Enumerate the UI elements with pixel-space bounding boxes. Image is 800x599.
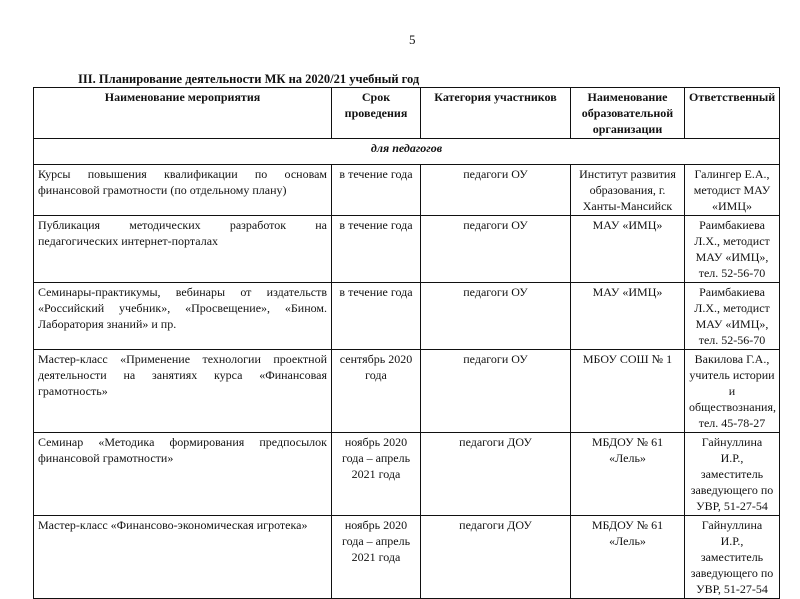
section-row [34,139,780,165]
event-org: МБДОУ № 61 «Лель» [571,433,685,516]
event-responsible: Гайнуллина И.Р., заместитель заведующего по УВР, 51-27-54 [685,516,780,599]
event-category: педагоги ДОУ [421,433,571,516]
event-name: Мастер-класс «Финансово-экономическая игротека» [34,516,332,599]
event-org: МАУ «ИМЦ» [571,283,685,350]
event-name: Публикация методических разработок на педагогических интернет-порталах [34,216,332,283]
header-name: Наименование мероприятия [34,88,332,139]
event-name: Семинар «Методика формирования предпосылок финансовой грамотности» [34,433,332,516]
event-category: педагоги ОУ [421,216,571,283]
event-term: в течение года [332,216,421,283]
plan-table [33,87,780,599]
section-title: III. Планирование деятельности МК на 2020/21 учебный год [78,72,420,86]
event-category: педагоги ОУ [421,350,571,433]
table-header-row [34,88,780,139]
table-row [34,216,780,283]
event-category: педагоги ОУ [421,165,571,216]
event-category: педагоги ДОУ [421,516,571,599]
table-row [34,283,780,350]
event-term: ноябрь 2020 года – апрель 2021 года [332,516,421,599]
event-responsible: Галингер Е.А., методист МАУ «ИМЦ» [685,165,780,216]
header-term: Срок проведения [332,88,421,139]
event-org: МБДОУ № 61 «Лель» [571,516,685,599]
event-responsible: Раимбакиева Л.Х., методист МАУ «ИМЦ», тел. 52-56-70 [685,283,780,350]
event-responsible: Раимбакиева Л.Х., методист МАУ «ИМЦ», тел. 52-56-70 [685,216,780,283]
event-term: сентябрь 2020 года [332,350,421,433]
event-name: Курсы повышения квалификации по основам финансовой грамотности (по отдельному плану) [34,165,332,216]
event-org: МАУ «ИМЦ» [571,216,685,283]
header-org: Наименование образовательной организации [571,88,685,139]
header-responsible: Ответственный [685,88,780,139]
table-row [34,433,780,516]
table-row [34,165,780,216]
header-category: Категория участников [421,88,571,139]
event-category: педагоги ОУ [421,283,571,350]
table-row [34,350,780,433]
event-responsible: Вакилова Г.А., учитель истории и обществознания, тел. 45-78-27 [685,350,780,433]
event-name: Мастер-класс «Применение технологии проектной деятельности на занятиях курса «Финансовая грамотность» [34,350,332,433]
event-name: Семинары-практикумы, вебинары от издательств «Российский учебник», «Просвещение», «Бином. Лаборатория знаний» и пр. [34,283,332,350]
event-term: в течение года [332,283,421,350]
event-term: в течение года [332,165,421,216]
event-term: ноябрь 2020 года – апрель 2021 года [332,433,421,516]
event-responsible: Гайнуллина И.Р., заместитель заведующего по УВР, 51-27-54 [685,433,780,516]
event-org: Институт развития образования, г. Ханты-Мансийск [571,165,685,216]
section-label: для педагогов [34,139,780,165]
event-org: МБОУ СОШ № 1 [571,350,685,433]
table-row [34,516,780,599]
page-number: 5 [409,32,416,47]
